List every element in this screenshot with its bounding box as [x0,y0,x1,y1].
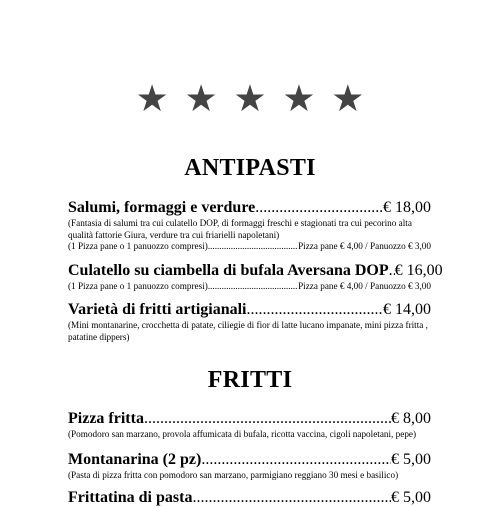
dot-leader [208,241,298,253]
dot-leader [144,410,391,428]
menu-item-name: Montanarina (2 pz) [68,451,202,468]
menu-item-price: € 14,00 [383,301,431,318]
rating-stars [0,79,500,119]
star-icon: ★ [282,77,316,120]
menu-item [68,410,431,441]
menu-item-price: € 8,00 [391,410,431,427]
menu-item-name: Salumi, formaggi e verdure [68,199,256,216]
menu-item-note-left: (1 Pizza pane o 1 panuozzo compresi) [68,241,208,251]
menu-item [68,451,431,482]
menu-item-price: € 18,00 [383,199,431,216]
menu-item [68,489,431,507]
dot-leader [201,451,391,469]
menu-item-note-left: (1 Pizza pane o 1 panuozzo compresi) [68,281,208,291]
menu-item-price: € 16,00 [394,262,443,279]
dot-leader [192,489,391,507]
menu-item [68,262,443,293]
menu-item-name: Pizza fritta [68,410,144,427]
menu-item-line [68,301,431,319]
menu-item-note-right: Pizza pane € 4,00 / Panuozzo € 3,00 [298,241,431,251]
menu-item-note [68,241,431,253]
menu-item-description: (Mini montanarine, crocchetta di patate, ciliegie di fior di latte lucano impanate, mini pizza fritta , patatine dippers) [68,320,428,342]
menu-item-description: (Pomodoro san marzano, provola affumicata di bufala, ricotta vaccina, cigoli napoletani, pepe) [68,429,417,439]
dot-leader [208,281,298,293]
star-icon: ★ [331,77,365,120]
section-title-antipasti: ANTIPASTI [184,155,316,181]
section-title-fritti: FRITTI [207,367,293,393]
star-icon: ★ [184,77,218,120]
menu-item-price: € 5,00 [391,451,431,468]
star-icon: ★ [135,77,169,120]
star-icon: ★ [233,77,267,120]
menu-item-description: (Fantasia di salumi tra cui culatello DOP, di formaggi freschi e stagionati tra cui pecorino alta qualità fattorie Giura, verdure tra cui friarielli napoletani) [68,218,412,240]
menu-item-note [68,281,431,293]
dot-leader [247,301,384,319]
menu-item-name: Frittatina di pasta [68,489,193,506]
menu-item-description: (Pasta di pizza fritta con pomodoro san marzano, parmigiano reggiano 30 mesi e basilico) [68,470,399,480]
menu-item-line [68,410,431,428]
menu-item-note-right: Pizza pane € 4,00 / Panuozzo € 3,00 [298,281,431,291]
menu-item-line [68,199,431,217]
menu-item-name: Varietà di fritti artigianali [68,301,247,318]
menu-item-price: € 5,00 [391,489,431,506]
menu-item-line [68,489,431,507]
menu-item-line [68,262,443,280]
dot-leader [255,199,383,217]
menu-item [68,199,431,253]
menu-item-line [68,451,431,469]
menu-item-name: Culatello su ciambella di bufala Aversana DOP [68,262,389,279]
menu-item [68,301,431,343]
